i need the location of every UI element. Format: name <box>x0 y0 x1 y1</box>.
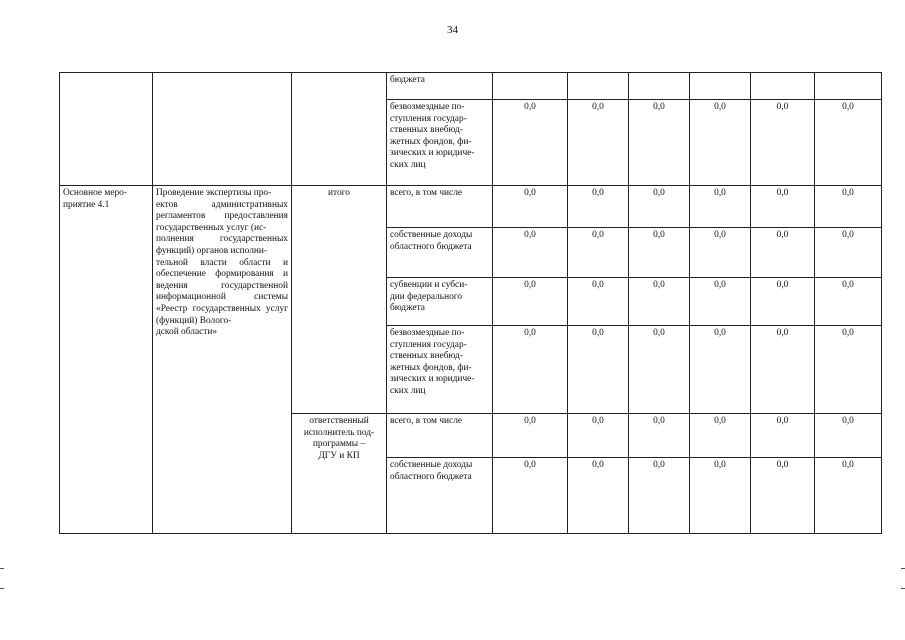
value-cell: 0,0 <box>815 326 882 414</box>
source-cell: собственные доходы областного бюджета <box>387 228 493 278</box>
value-cell: 0,0 <box>690 186 751 228</box>
value-cell: 0,0 <box>493 458 568 534</box>
scan-edge-mark <box>0 568 4 569</box>
value-cell: 0,0 <box>690 100 751 186</box>
table-body <box>60 73 882 534</box>
value-cell: 0,0 <box>568 186 629 228</box>
value-cell: 0,0 <box>493 414 568 458</box>
value-cell: 0,0 <box>815 100 882 186</box>
table-row <box>60 73 882 100</box>
value-cell: 0,0 <box>629 186 690 228</box>
value-cell <box>751 73 815 100</box>
source-cell: всего, в том числе <box>387 414 493 458</box>
description-cell-empty <box>153 73 292 186</box>
value-cell: 0,0 <box>493 186 568 228</box>
value-cell: 0,0 <box>493 100 568 186</box>
value-cell: 0,0 <box>751 100 815 186</box>
source-cell: безвозмездные по- ступления государ- ственных внебюд- жетных фондов, фи- зических и юридиче- ских лиц <box>387 326 493 414</box>
executor-cell: итого <box>292 186 387 414</box>
scan-edge-mark <box>0 588 4 589</box>
value-cell: 0,0 <box>568 414 629 458</box>
value-cell: 0,0 <box>690 326 751 414</box>
scan-edge-mark <box>901 588 905 589</box>
value-cell: 0,0 <box>690 458 751 534</box>
source-cell: безвозмездные по- ступления государ- ственных внебюд- жетных фондов, фи- зических и юридиче- ских лиц <box>387 100 493 186</box>
value-cell: 0,0 <box>751 186 815 228</box>
value-cell: 0,0 <box>815 186 882 228</box>
source-cell: всего, в том числе <box>387 186 493 228</box>
event-description-cell: Проведение экспертизы про- ектов административных регламентов предоставления государственных услуг (ис- полнения государственных функций) органов исполни- тельной власти области и обеспечение формирования и ведения государственной информационной системы «Реестр государственных услуг (функций) Волого- дской области» <box>153 186 292 534</box>
value-cell: 0,0 <box>629 414 690 458</box>
value-cell: 0,0 <box>690 228 751 278</box>
value-cell <box>568 73 629 100</box>
budget-table <box>59 72 882 534</box>
executor-cell-empty <box>292 73 387 186</box>
value-cell: 0,0 <box>751 458 815 534</box>
value-cell: 0,0 <box>815 414 882 458</box>
value-cell: 0,0 <box>629 278 690 326</box>
value-cell: 0,0 <box>568 458 629 534</box>
value-cell: 0,0 <box>629 100 690 186</box>
table-row <box>60 186 882 228</box>
value-cell: 0,0 <box>493 228 568 278</box>
code-cell-empty <box>60 73 153 186</box>
source-cell: собственные доходы областного бюджета <box>387 458 493 534</box>
value-cell: 0,0 <box>629 458 690 534</box>
value-cell <box>493 73 568 100</box>
value-cell: 0,0 <box>815 228 882 278</box>
value-cell: 0,0 <box>815 278 882 326</box>
source-cell: субвенции и субси- дии федерального бюджета <box>387 278 493 326</box>
value-cell <box>629 73 690 100</box>
value-cell: 0,0 <box>751 414 815 458</box>
scan-edge-mark <box>901 568 905 569</box>
value-cell: 0,0 <box>815 458 882 534</box>
value-cell: 0,0 <box>629 326 690 414</box>
page-number: 34 <box>447 24 458 36</box>
source-cell: бюджета <box>387 73 493 100</box>
value-cell <box>690 73 751 100</box>
value-cell: 0,0 <box>568 278 629 326</box>
value-cell: 0,0 <box>690 414 751 458</box>
value-cell: 0,0 <box>568 100 629 186</box>
value-cell: 0,0 <box>751 278 815 326</box>
value-cell: 0,0 <box>568 228 629 278</box>
event-code-cell: Основное меро- приятие 4.1 <box>60 186 153 534</box>
value-cell: 0,0 <box>568 326 629 414</box>
value-cell: 0,0 <box>751 326 815 414</box>
executor-cell: ответственный исполнитель под- программы – ДГУ и КП <box>292 414 387 534</box>
value-cell: 0,0 <box>690 278 751 326</box>
value-cell: 0,0 <box>629 228 690 278</box>
value-cell: 0,0 <box>751 228 815 278</box>
value-cell <box>815 73 882 100</box>
value-cell: 0,0 <box>493 326 568 414</box>
value-cell: 0,0 <box>493 278 568 326</box>
